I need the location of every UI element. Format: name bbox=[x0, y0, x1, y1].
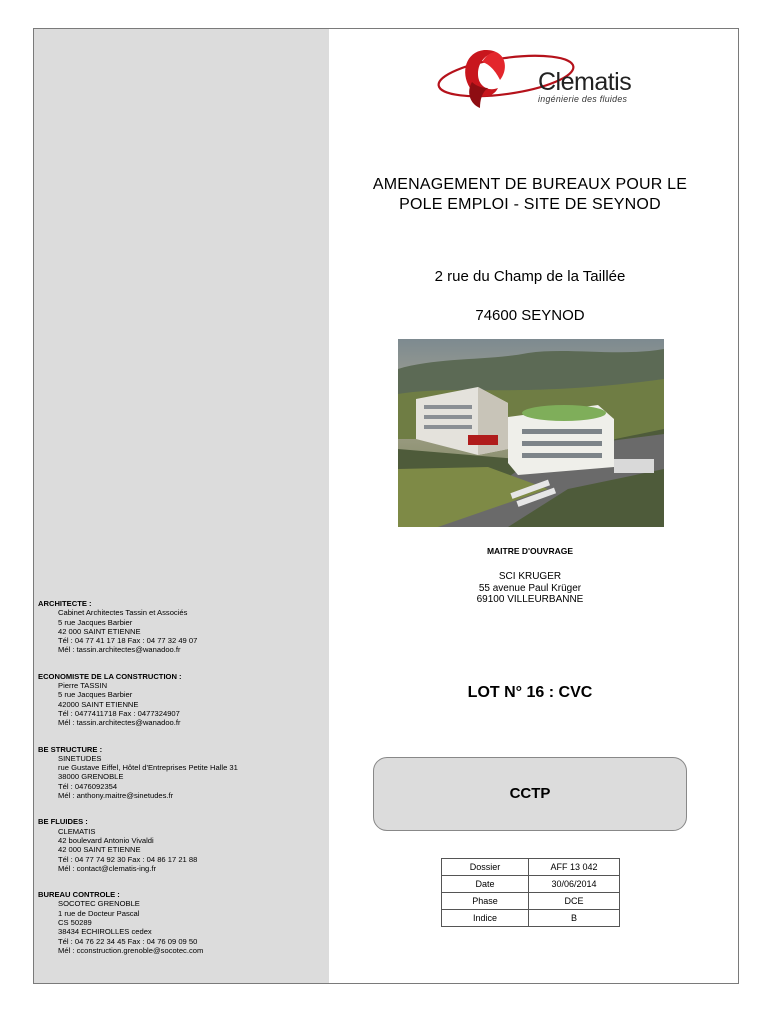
contact-title: ECONOMISTE DE LA CONSTRUCTION : bbox=[38, 671, 182, 681]
contact-line: Mél : contact@clematis-ing.fr bbox=[58, 863, 157, 873]
table-row bbox=[442, 893, 620, 910]
owner-name: SCI KRUGER bbox=[498, 571, 562, 582]
address-city: 74600 SEYNOD bbox=[475, 307, 585, 324]
contact-line: 42000 SAINT ETIENNE bbox=[58, 699, 139, 709]
contact-line: Tél : 04 76 22 34 45 Fax : 04 76 09 09 50 bbox=[58, 936, 198, 946]
contact-block-be-structure bbox=[38, 745, 328, 801]
document-type-box bbox=[373, 757, 687, 831]
contact-title: BE STRUCTURE : bbox=[38, 744, 103, 754]
contacts-list bbox=[38, 599, 328, 972]
contact-line: 42 boulevard Antonio Vivaldi bbox=[58, 835, 154, 845]
logo-wordmark: Clematis bbox=[538, 68, 632, 96]
project-title bbox=[330, 175, 730, 215]
contact-line: Cabinet Architectes Tassin et Associés bbox=[58, 608, 188, 618]
info-key: Phase bbox=[442, 893, 529, 910]
lot-title: LOT N° 16 : CVC bbox=[467, 684, 593, 701]
info-value: 30/06/2014 bbox=[529, 876, 620, 893]
info-value: B bbox=[529, 910, 620, 927]
contact-line: Tél : 0476092354 bbox=[58, 781, 118, 791]
contact-title: BUREAU CONTROLE : bbox=[38, 890, 120, 900]
owner-street: 55 avenue Paul Krüger bbox=[478, 582, 582, 594]
contact-line: SINETUDES bbox=[58, 753, 102, 763]
info-key: Dossier bbox=[442, 859, 529, 876]
contact-line: Mél : anthony.maitre@sinetudes.fr bbox=[58, 791, 174, 801]
contact-block-be-fluides bbox=[38, 817, 328, 873]
table-row bbox=[442, 910, 620, 927]
contact-block-architecte bbox=[38, 599, 328, 655]
building-rendering-image bbox=[398, 339, 664, 527]
contact-line: Tél : 04 77 74 92 30 Fax : 04 86 17 21 88 bbox=[58, 854, 198, 864]
table-row bbox=[442, 859, 620, 876]
contact-line: Pierre TASSIN bbox=[58, 681, 108, 691]
contact-line: CLEMATIS bbox=[58, 826, 96, 836]
contact-title: ARCHITECTE : bbox=[38, 599, 92, 608]
contact-line: 5 rue Jacques Barbier bbox=[58, 690, 133, 700]
contact-line: Tél : 0477411718 Fax : 0477324907 bbox=[58, 708, 180, 718]
project-title-line: AMENAGEMENT DE BUREAUX POUR LE bbox=[372, 176, 688, 193]
info-key: Date bbox=[442, 876, 529, 893]
owner-city: 69100 VILLEURBANNE bbox=[476, 594, 584, 605]
contact-line: 1 rue de Docteur Pascal bbox=[58, 908, 140, 918]
document-info-table bbox=[441, 858, 620, 927]
table-row bbox=[442, 876, 620, 893]
contact-line: rue Gustave Eiffel, Hôtel d'Entreprises Petite Halle 31 bbox=[58, 763, 238, 773]
info-value: AFF 13 042 bbox=[529, 859, 620, 876]
contact-line: 38000 GRENOBLE bbox=[58, 772, 124, 782]
contact-line: SOCOTEC GRENOBLE bbox=[58, 899, 140, 909]
contact-line: 38434 ECHIROLLES cedex bbox=[58, 927, 152, 937]
info-key: Indice bbox=[442, 910, 529, 927]
contact-line: 42 000 SAINT ETIENNE bbox=[58, 845, 141, 855]
contact-line: CS 50289 bbox=[58, 918, 92, 928]
info-value: DCE bbox=[529, 893, 620, 910]
owner-details bbox=[330, 571, 730, 606]
project-title-line: POLE EMPLOI - SITE DE SEYNOD bbox=[399, 196, 661, 213]
contacts-sidebar bbox=[34, 29, 329, 983]
contact-line: 42 000 SAINT ETIENNE bbox=[58, 626, 141, 636]
contact-line: Mél : tassin.architectes@wanadoo.fr bbox=[58, 645, 181, 655]
contact-line: Tél : 04 77 41 17 18 Fax : 04 77 32 49 07 bbox=[58, 636, 198, 646]
document-type-label: CCTP bbox=[509, 785, 551, 802]
contact-line: Mél : cconstruction.grenoble@socotec.com bbox=[58, 945, 204, 955]
contact-block-bureau-controle bbox=[38, 890, 328, 955]
contact-line: Mél : tassin.architectes@wanadoo.fr bbox=[58, 718, 181, 728]
owner-label: MAITRE D'OUVRAGE bbox=[486, 546, 574, 556]
contact-line: 5 rue Jacques Barbier bbox=[58, 617, 133, 627]
contact-title: BE FLUIDES : bbox=[38, 817, 88, 827]
contact-block-economiste bbox=[38, 672, 328, 728]
address-street: 2 rue du Champ de la Taillée bbox=[434, 268, 626, 285]
logo-tagline: ingénierie des fluides bbox=[538, 94, 628, 104]
